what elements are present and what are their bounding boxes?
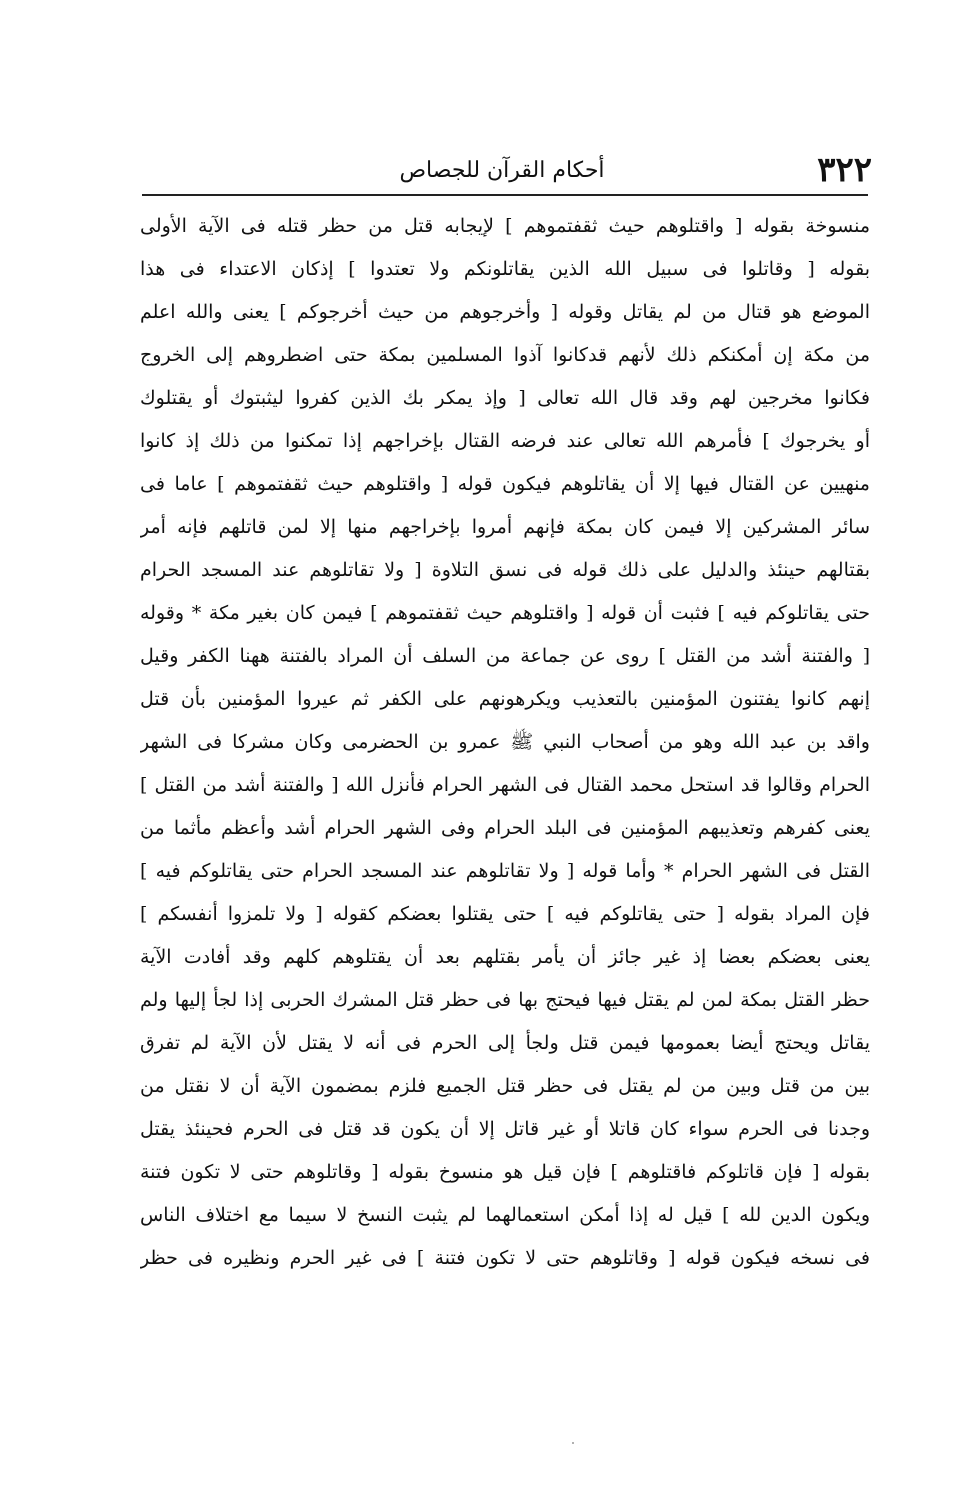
page-header bbox=[132, 150, 872, 190]
text-line: من مكة إن أمكنكم ذلك لأنهم قدكانوا آذوا المسلمين بمكة حتى اضطروهم إلى الخروج bbox=[140, 344, 870, 366]
text-line: إنهم كانوا يفتنون المؤمنين بالتعذيب ويكرهونهم على الكفر ثم عيروا المؤمنين بأن قتل bbox=[140, 688, 870, 710]
text-line: أو يخرجوك ] فأمرهم الله تعالى عند فرضه القتال بإخراجهم إذا تمكنوا من ذلك إذ كانوا bbox=[140, 430, 870, 452]
text-line: بقوله [ وقاتلوا فى سبيل الله الذين يقاتلونكم ولا تعتدوا ] إذكان الاعتداء فى هذا bbox=[140, 258, 870, 280]
page-number: ٣٢٢ bbox=[817, 150, 872, 190]
body-text bbox=[140, 205, 870, 1280]
text-line: القتل فى الشهر الحرام * وأما قوله [ ولا تقاتلوهم عند المسجد الحرام حتى يقاتلوكم فيه ] bbox=[140, 860, 870, 882]
text-line: منهيين عن القتال فيها إلا أن يقاتلوهم فيكون قوله [ واقتلوهم حيث ثقفتموهم ] عاما فى bbox=[140, 473, 870, 495]
text-line: وجدنا فى الحرم سواء كان قاتلا أو غير قاتل إلا أن يكون قد قتل فى الحرم فحينئذ يقتل bbox=[140, 1118, 870, 1140]
running-title: أحكام القرآن للجصاص bbox=[399, 158, 605, 183]
text-line: الموضع هو قتال من لم يقاتل وقوله [ وأخرجوهم من حيث أخرجوكم ] يعنى والله اعلم bbox=[140, 301, 870, 323]
header-rule bbox=[142, 194, 868, 196]
text-line: واقد بن عبد الله وهو من أصحاب النبي ﷺ عمرو بن الحضرمى وكان مشركا فى الشهر bbox=[140, 731, 870, 753]
text-line: يعنى كفرهم وتعذيبهم المؤمنين فى البلد الحرام وفى الشهر الحرام أشد وأعظم مأثما من bbox=[140, 817, 870, 839]
text-line: حظر القتل بمكة لمن لم يقتل فيها فيحتج بها فى حظر قتل المشرك الحربى إذا لجأ إليها ولم bbox=[140, 989, 870, 1011]
text-line: ويكون الدين لله ] قيل له إذا أمكن استعمالهما لم يثبت النسخ لا سيما مع اختلاف الناس bbox=[140, 1204, 870, 1226]
text-line: يقاتل ويحتج أيضا بعمومها فيمن قتل ولجأ إلى الحرم فى أنه لا يقتل لأن الآية لم تفرق bbox=[140, 1032, 870, 1054]
text-line: سائر المشركين إلا فيمن كان بمكة فإنهم أمروا بإخراجهم منها إلا لمن قاتلهم فإنه أمر bbox=[140, 516, 870, 538]
text-line: [ والفتنة أشد من القتل ] روى عن جماعة من السلف أن المراد بالفتنة ههنا الكفر وقيل bbox=[140, 645, 870, 667]
text-line: منسوخة بقوله [ واقتلوهم حيث ثقفتموهم ] لإيجابه قتل من حظر قتله فى الآية الأولى bbox=[140, 215, 870, 237]
text-line: بقوله [ فإن قاتلوكم فاقتلوهم ] فإن قيل هو منسوخ بقوله [ وقاتلوهم حتى لا تكون فتنة bbox=[140, 1161, 870, 1183]
text-line: الحرام وقالوا قد استحل محمد القتال فى الشهر الحرام فأنزل الله [ والفتنة أشد من القتل ] bbox=[140, 774, 870, 796]
text-line: فكانوا مخرجين لهم وقد قال الله تعالى [ وإذ يمكر بك الذين كفروا ليثبتوك أو يقتلوك bbox=[140, 387, 870, 409]
text-line: حتى يقاتلوكم فيه ] فثبت أن قوله [ واقتلوهم حيث ثقفتموهم ] فيمن كان بغير مكة * وقوله bbox=[140, 602, 870, 624]
text-line: فإن المراد بقوله [ حتى يقاتلوكم فيه ] حتى يقتلوا بعضكم كقوله [ ولا تلمزوا أنفسكم ] bbox=[140, 903, 870, 925]
scan-speck bbox=[572, 1442, 574, 1444]
text-line: فى نسخه فيكون قوله [ وقاتلوهم حتى لا تكون فتنة ] فى غير الحرم ونظيره فى حظر bbox=[140, 1247, 870, 1269]
text-line: بين من قتل وبين من لم يقتل فى حظر قتل الجميع فلزم بمضمون الآية أن لا نقتل من bbox=[140, 1075, 870, 1097]
text-line: يعنى بعضكم بعضا إذ غير جائز أن يأمر بقتلهم بعد أن يقتلوهم كلهم وقد أفادت الآية bbox=[140, 946, 870, 968]
text-line: بقتالهم حينئذ والدليل على ذلك قوله فى نسق التلاوة [ ولا تقاتلوهم عند المسجد الحرام bbox=[140, 559, 870, 581]
